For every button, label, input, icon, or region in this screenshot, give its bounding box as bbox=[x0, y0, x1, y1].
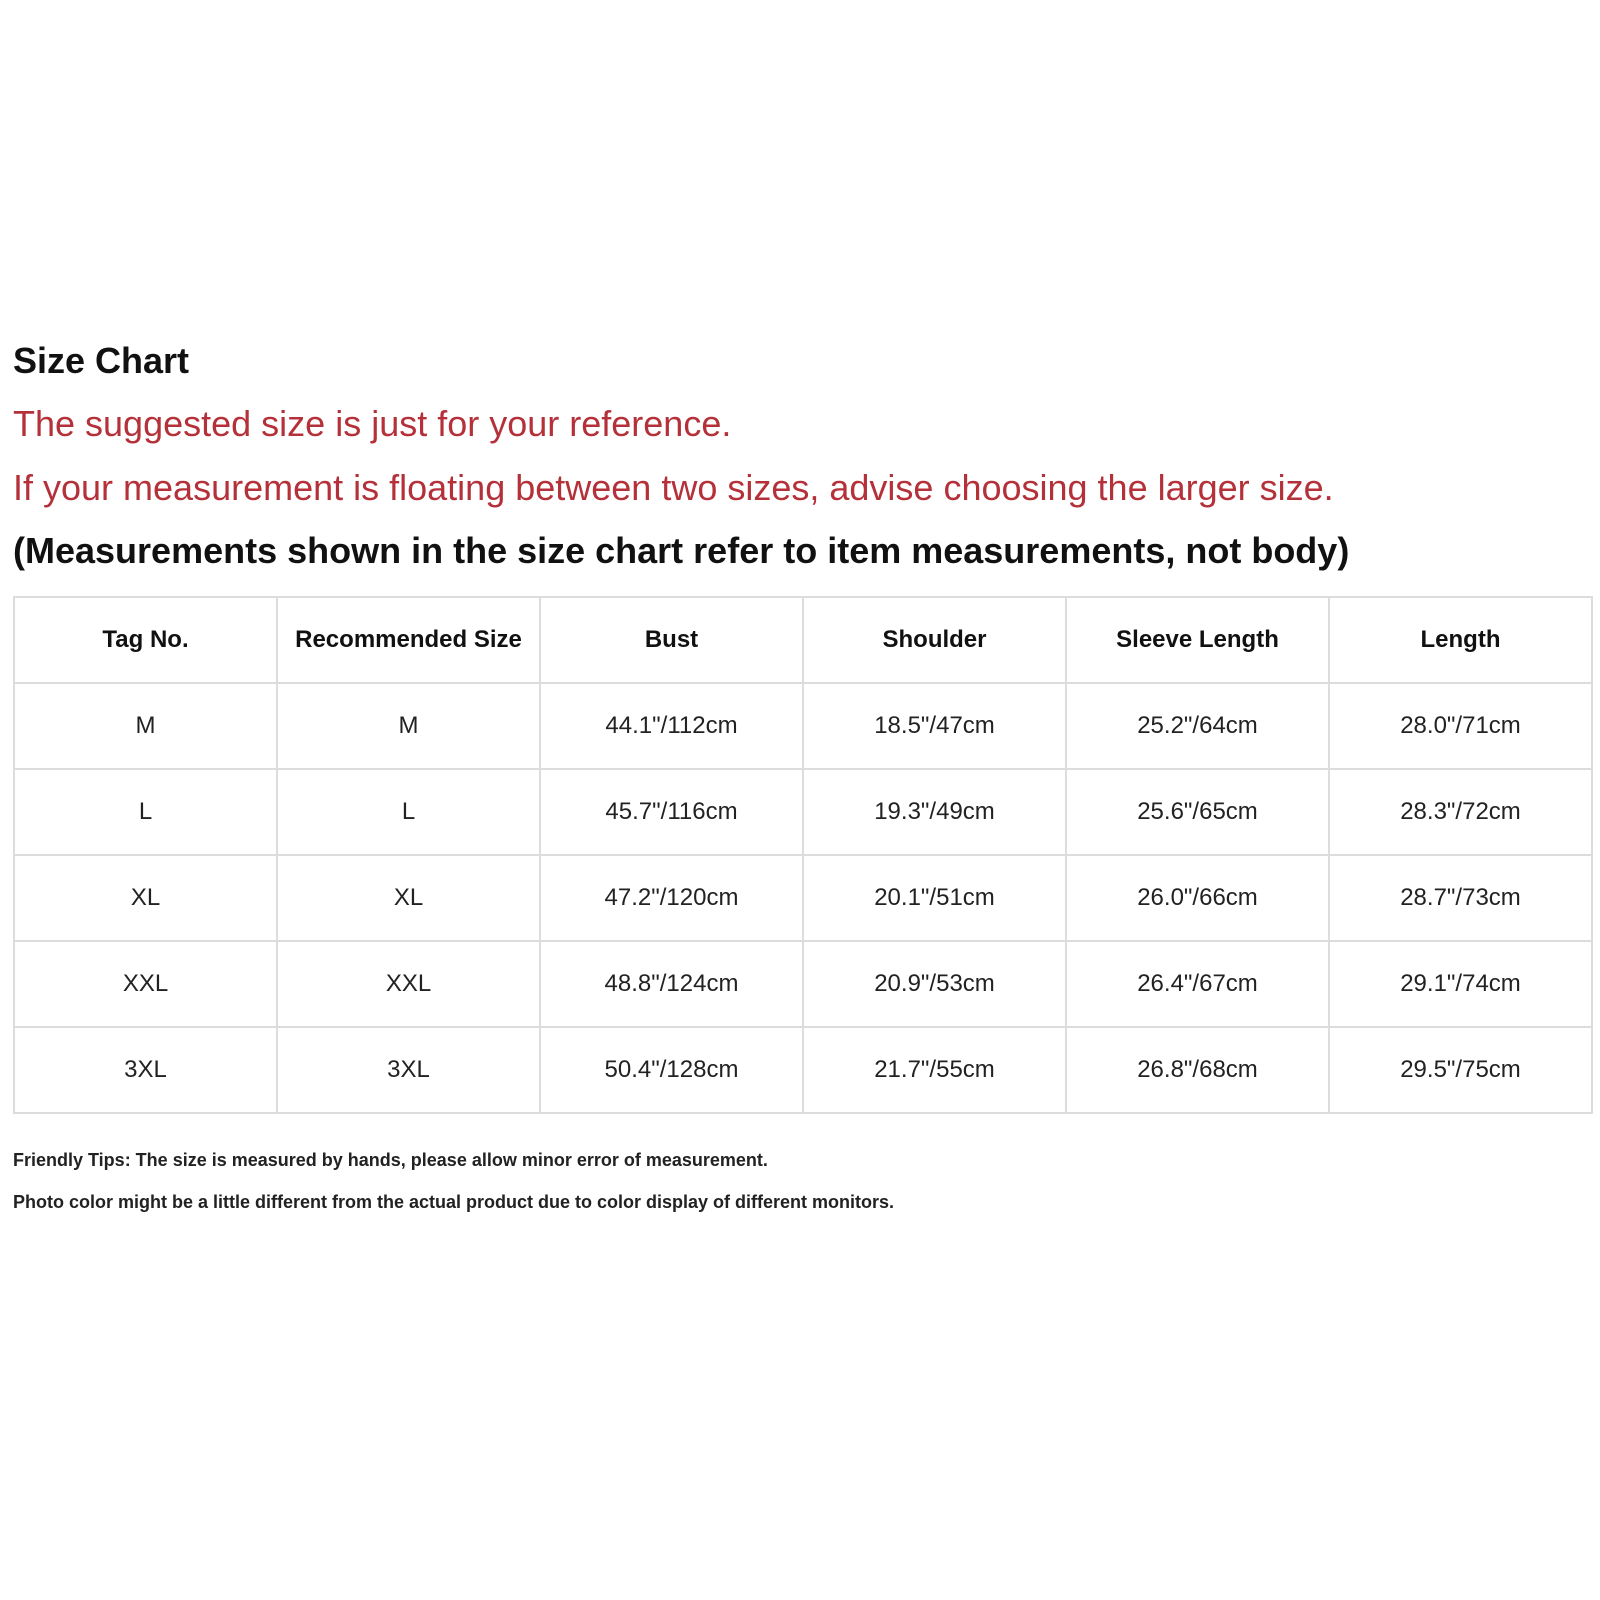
table-header-row bbox=[14, 597, 1592, 683]
cell-shoulder: 21.7"/55cm bbox=[803, 1027, 1066, 1113]
cell-sleeve-length: 25.6"/65cm bbox=[1066, 769, 1329, 855]
cell-length: 28.7"/73cm bbox=[1329, 855, 1592, 941]
cell-sleeve-length: 26.4"/67cm bbox=[1066, 941, 1329, 1027]
cell-bust: 45.7"/116cm bbox=[540, 769, 803, 855]
cell-sleeve-length: 26.8"/68cm bbox=[1066, 1027, 1329, 1113]
reference-note: The suggested size is just for your reference. bbox=[13, 403, 732, 444]
cell-recommended-size: XXL bbox=[277, 941, 540, 1027]
cell-shoulder: 20.1"/51cm bbox=[803, 855, 1066, 941]
cell-shoulder: 20.9"/53cm bbox=[803, 941, 1066, 1027]
cell-shoulder: 19.3"/49cm bbox=[803, 769, 1066, 855]
header-tag-no: Tag No. bbox=[14, 597, 277, 683]
sizing-advice-note: If your measurement is floating between two sizes, advise choosing the larger size. bbox=[13, 467, 1334, 508]
table-row bbox=[14, 769, 1592, 855]
cell-bust: 44.1"/112cm bbox=[540, 683, 803, 769]
table-row bbox=[14, 683, 1592, 769]
cell-length: 28.0"/71cm bbox=[1329, 683, 1592, 769]
header-sleeve-length: Sleeve Length bbox=[1066, 597, 1329, 683]
cell-length: 29.1"/74cm bbox=[1329, 941, 1592, 1027]
cell-bust: 50.4"/128cm bbox=[540, 1027, 803, 1113]
cell-bust: 47.2"/120cm bbox=[540, 855, 803, 941]
cell-length: 28.3"/72cm bbox=[1329, 769, 1592, 855]
header-shoulder: Shoulder bbox=[803, 597, 1066, 683]
measurement-disclaimer: (Measurements shown in the size chart refer to item measurements, not body) bbox=[13, 530, 1350, 571]
cell-recommended-size: 3XL bbox=[277, 1027, 540, 1113]
table-row bbox=[14, 855, 1592, 941]
cell-shoulder: 18.5"/47cm bbox=[803, 683, 1066, 769]
cell-recommended-size: M bbox=[277, 683, 540, 769]
header-bust: Bust bbox=[540, 597, 803, 683]
friendly-tip: Friendly Tips: The size is measured by hands, please allow minor error of measurement. bbox=[13, 1150, 768, 1170]
color-tip: Photo color might be a little different from the actual product due to color display of different monitors. bbox=[13, 1192, 895, 1212]
cell-bust: 48.8"/124cm bbox=[540, 941, 803, 1027]
size-table bbox=[13, 596, 1593, 1114]
table-row bbox=[14, 1027, 1592, 1113]
header-recommended-size: Recommended Size bbox=[277, 597, 540, 683]
cell-recommended-size: L bbox=[277, 769, 540, 855]
cell-length: 29.5"/75cm bbox=[1329, 1027, 1592, 1113]
page-title: Size Chart bbox=[13, 340, 190, 381]
table-row bbox=[14, 941, 1592, 1027]
cell-tag-no: XXL bbox=[14, 941, 277, 1027]
cell-recommended-size: XL bbox=[277, 855, 540, 941]
size-chart-container bbox=[13, 340, 1593, 1214]
cell-tag-no: M bbox=[14, 683, 277, 769]
header-length: Length bbox=[1329, 597, 1592, 683]
cell-tag-no: XL bbox=[14, 855, 277, 941]
tips-section bbox=[13, 1148, 1593, 1214]
cell-tag-no: 3XL bbox=[14, 1027, 277, 1113]
cell-sleeve-length: 25.2"/64cm bbox=[1066, 683, 1329, 769]
cell-sleeve-length: 26.0"/66cm bbox=[1066, 855, 1329, 941]
cell-tag-no: L bbox=[14, 769, 277, 855]
